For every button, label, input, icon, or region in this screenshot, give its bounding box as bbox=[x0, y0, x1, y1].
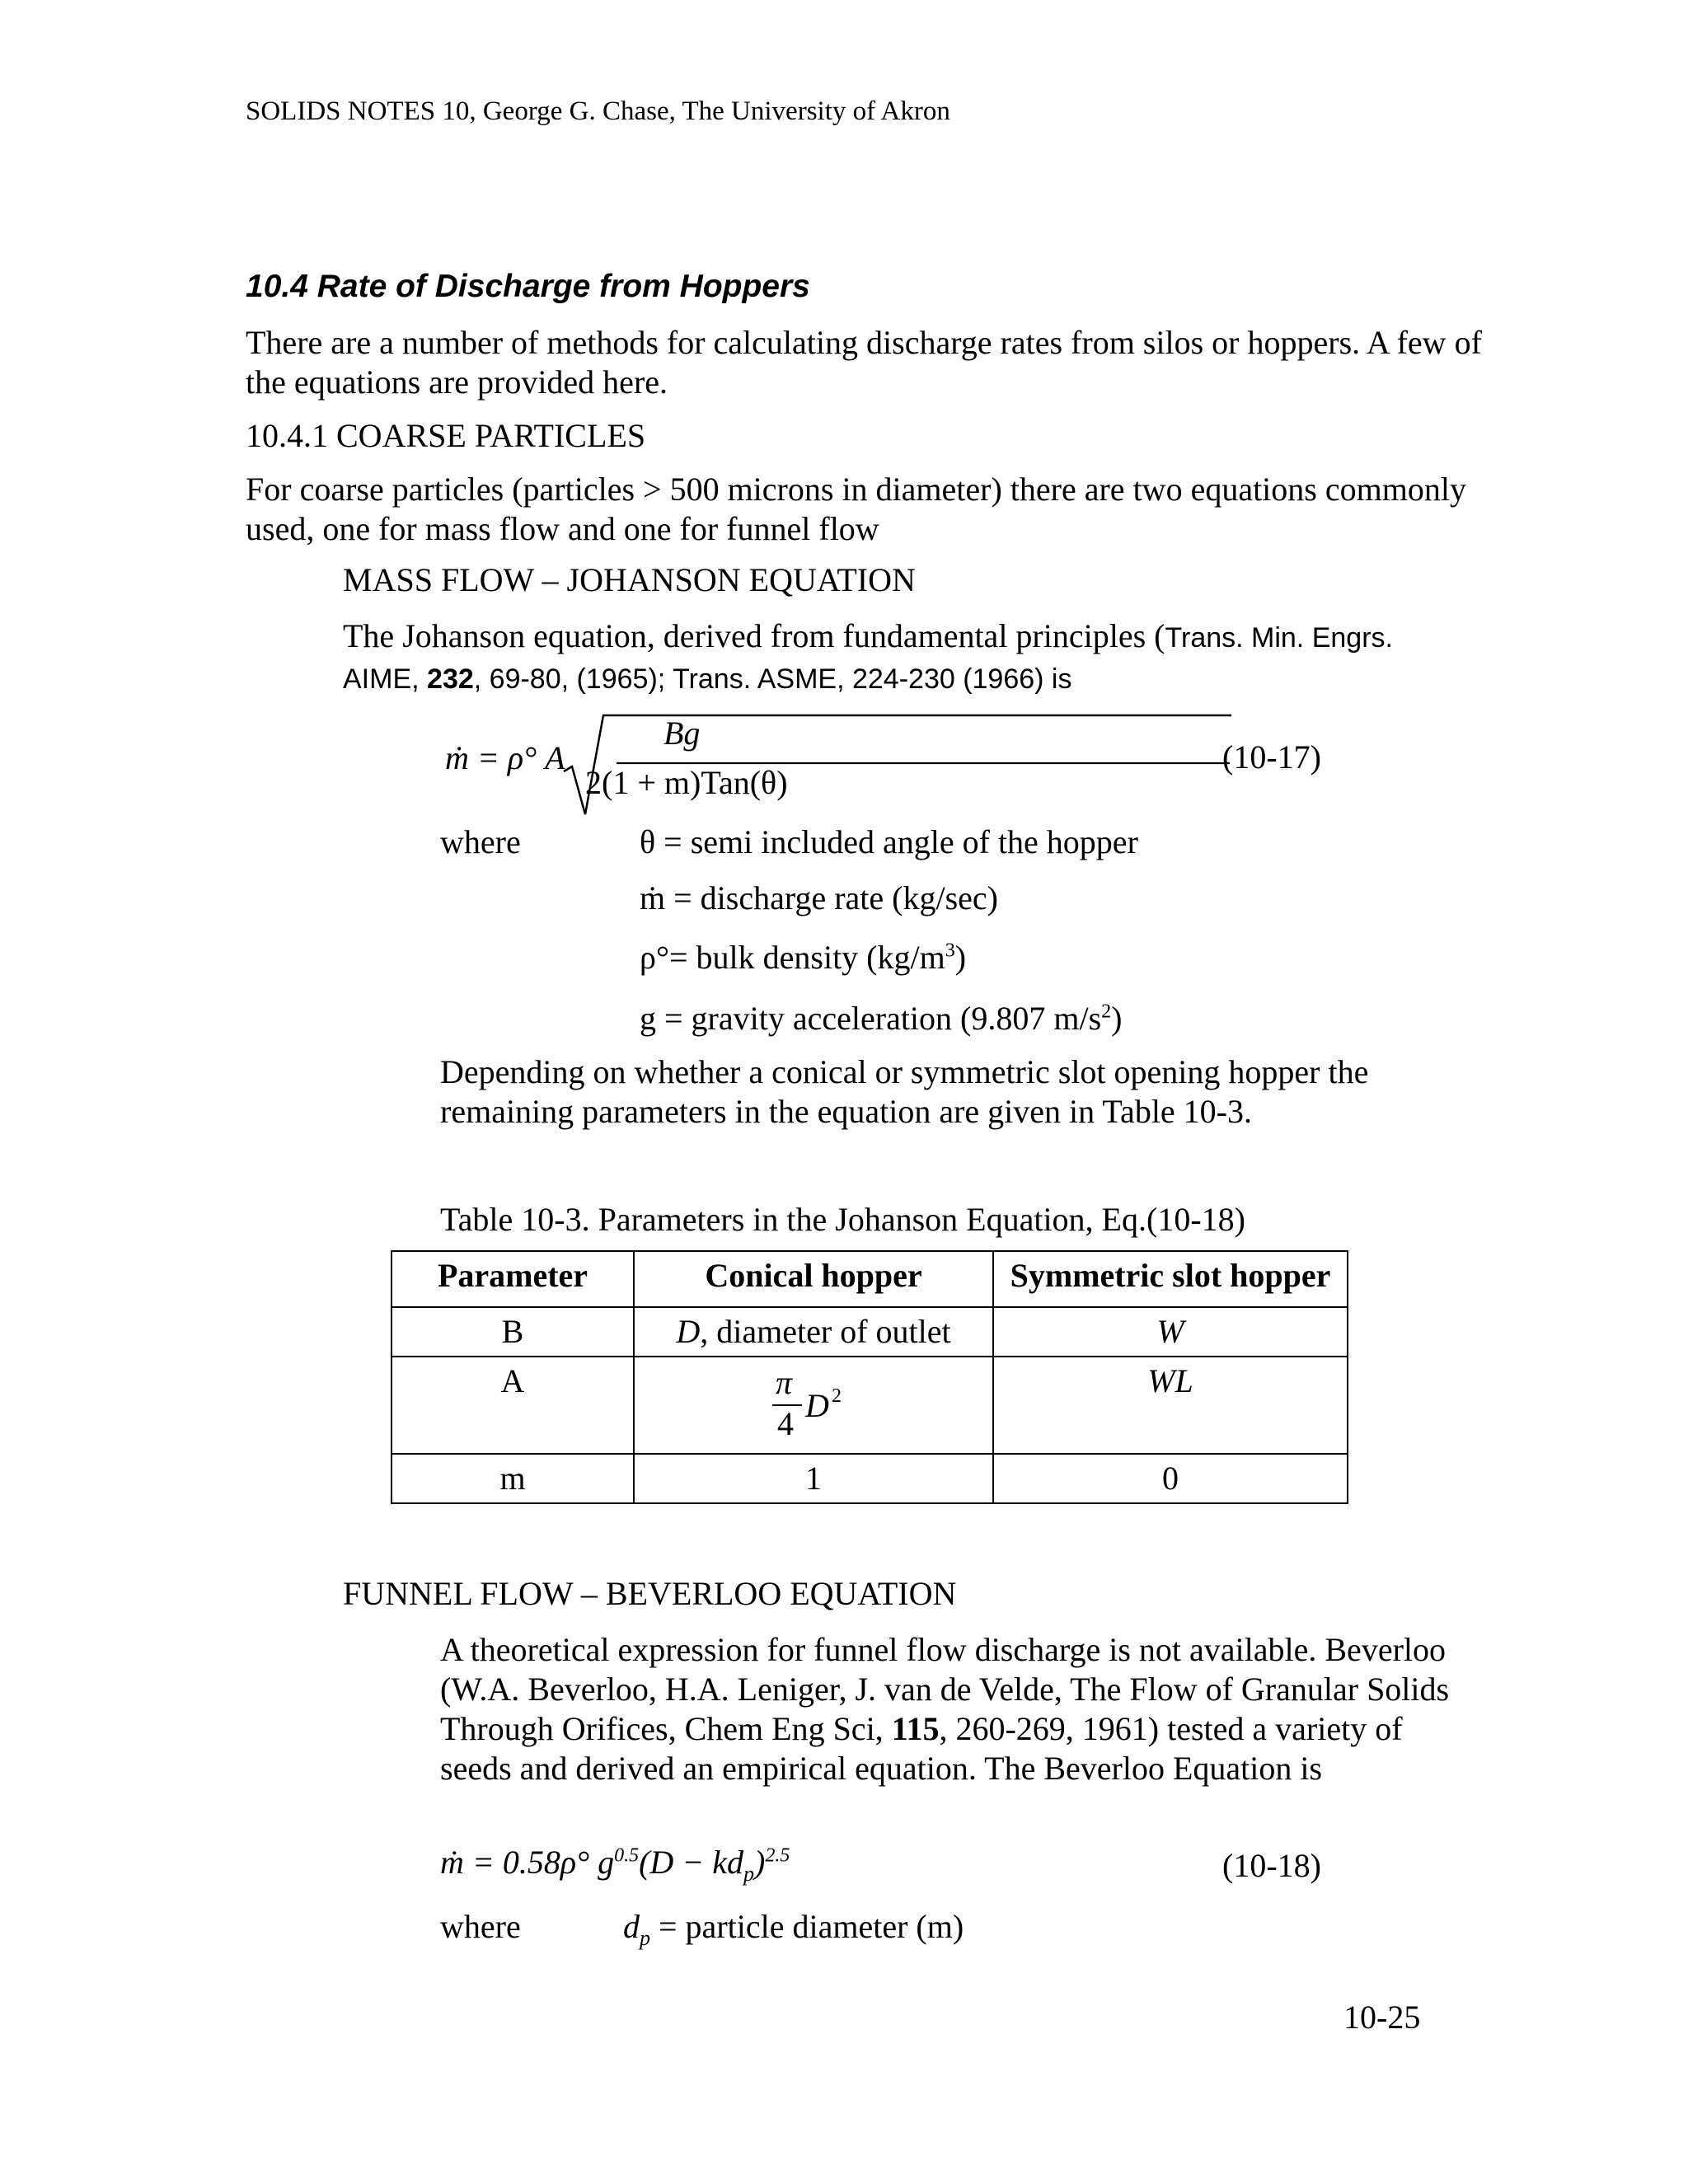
table-cell: A bbox=[392, 1357, 634, 1454]
johanson-intro-paragraph bbox=[343, 616, 1464, 699]
table-cell-text: , diameter of outlet bbox=[700, 1313, 951, 1350]
fraction-variable: D bbox=[805, 1387, 829, 1424]
johanson-fraction-numerator: Bg bbox=[663, 715, 701, 752]
where-label: where bbox=[440, 1908, 521, 1945]
beverloo-equation-part-3: ) bbox=[754, 1844, 766, 1881]
table-cell: 1 bbox=[634, 1454, 993, 1503]
table-header: Parameter bbox=[392, 1251, 634, 1307]
johanson-equation-lhs: ṁ = ρ° A bbox=[445, 739, 565, 776]
definition-particle-diameter bbox=[623, 1907, 964, 1950]
table-cell bbox=[634, 1307, 993, 1357]
definition-rho bbox=[640, 938, 966, 977]
mass-flow-heading: MASS FLOW – JOHANSON EQUATION bbox=[343, 561, 916, 598]
table-row bbox=[392, 1307, 1348, 1357]
beverloo-reference-volume: 115 bbox=[891, 1710, 940, 1747]
table-header: Conical hopper bbox=[634, 1251, 993, 1307]
page-number: 10-25 bbox=[1343, 1999, 1421, 2036]
johanson-reference-1: Trans. Min. Engrs. AIME, bbox=[343, 622, 1393, 695]
table-cell: B bbox=[392, 1307, 634, 1357]
beverloo-equation-part-2: (D − kd bbox=[639, 1844, 744, 1881]
equation-number-10-18: (10-18) bbox=[1222, 1847, 1321, 1884]
beverloo-equation-exponent-1: 0.5 bbox=[614, 1844, 640, 1867]
beverloo-paragraph-text-1: A theoretical expression for funnel flow discharge is not available. Beverloo (W.A. Beverloo, H.A. Leniger, J. van de Velde, The Flow of Granular Solids Through Orifices, Chem Eng Sci, bbox=[440, 1631, 1450, 1747]
running-header: SOLIDS NOTES 10, George G. Chase, The University of Akron bbox=[246, 96, 950, 126]
table-cell-variable: WL bbox=[1147, 1362, 1193, 1399]
table-cell-variable: W bbox=[1156, 1313, 1184, 1350]
definition-g-text: g = gravity acceleration (9.807 m/s bbox=[640, 1000, 1102, 1037]
funnel-flow-heading: FUNNEL FLOW – BEVERLOO EQUATION bbox=[343, 1575, 957, 1612]
table-header-row bbox=[392, 1251, 1348, 1307]
definition-dp-subscript: p bbox=[640, 1926, 650, 1950]
table-header: Symmetric slot hopper bbox=[993, 1251, 1348, 1307]
beverloo-equation-subscript: p bbox=[743, 1862, 755, 1886]
equation-number-10-17: (10-17) bbox=[1222, 738, 1321, 776]
definition-g-close: ) bbox=[1111, 1000, 1123, 1037]
table-cell bbox=[993, 1357, 1348, 1454]
table-row bbox=[392, 1357, 1348, 1454]
intro-paragraph: There are a number of methods for calculating discharge rates from silos or hoppers. A few of the equations are provided here. bbox=[246, 324, 1482, 401]
definition-rho-close: ) bbox=[954, 939, 967, 976]
beverloo-equation-exponent-2: 2.5 bbox=[765, 1844, 790, 1867]
definition-dp-variable: d bbox=[623, 1908, 640, 1945]
fraction-numerator: π bbox=[776, 1364, 793, 1401]
beverloo-equation bbox=[440, 1843, 790, 1886]
table-cell bbox=[993, 1307, 1348, 1357]
table-cell: 0 bbox=[993, 1454, 1348, 1503]
johanson-reference-volume: 232 bbox=[427, 663, 474, 695]
table-cell: m bbox=[392, 1454, 634, 1503]
beverloo-paragraph bbox=[440, 1630, 1479, 1788]
table-caption: Table 10-3. Parameters in the Johanson Equation, Eq.(10-18) bbox=[440, 1201, 1245, 1238]
johanson-intro-text: The Johanson equation, derived from fundamental principles ( bbox=[343, 617, 1165, 654]
beverloo-equation-part-1: ṁ = 0.58ρ° g bbox=[440, 1844, 615, 1881]
definition-rho-text: ρ°= bulk density (kg/m bbox=[640, 939, 945, 976]
where-label: where bbox=[440, 823, 521, 860]
beverloo-paragraph-text-2: , 260-269, 1961) tested a variety of seeds and derived an empirical equation. The Beverloo Equation is bbox=[440, 1710, 1403, 1787]
definition-g bbox=[640, 999, 1122, 1038]
table-cell-variable: D bbox=[676, 1313, 701, 1350]
johanson-reference-2: , 69-80, (1965); Trans. ASME, 224-230 (1966) is bbox=[473, 663, 1072, 695]
definition-g-exponent: 2 bbox=[1101, 1001, 1112, 1023]
fraction-denominator: 4 bbox=[777, 1405, 794, 1442]
definition-theta: θ = semi included angle of the hopper bbox=[640, 823, 1138, 860]
table-cell bbox=[634, 1357, 993, 1454]
definition-rho-exponent: 3 bbox=[945, 940, 955, 962]
johanson-parameters-table bbox=[391, 1250, 1348, 1504]
depending-paragraph: Depending on whether a conical or symmetric slot opening hopper the remaining parameters in the equation are given in Table 10-3. bbox=[440, 1053, 1369, 1130]
pi-over-4-fraction bbox=[764, 1362, 863, 1445]
fraction-exponent: 2 bbox=[832, 1385, 842, 1407]
section-title: 10.4 Rate of Discharge from Hoppers bbox=[246, 269, 810, 304]
definition-dp-text: = particle diameter (m) bbox=[650, 1908, 964, 1945]
subsection-title: 10.4.1 COARSE PARTICLES bbox=[246, 417, 646, 454]
coarse-particles-paragraph: For coarse particles (particles > 500 microns in diameter) there are two equations commonly used, one for mass flow and one for funnel flow bbox=[246, 471, 1466, 547]
johanson-fraction-denominator: 2(1 + m)Tan(θ) bbox=[585, 764, 788, 801]
table-row bbox=[392, 1454, 1348, 1503]
definition-mdot: ṁ = discharge rate (kg/sec) bbox=[640, 879, 998, 916]
